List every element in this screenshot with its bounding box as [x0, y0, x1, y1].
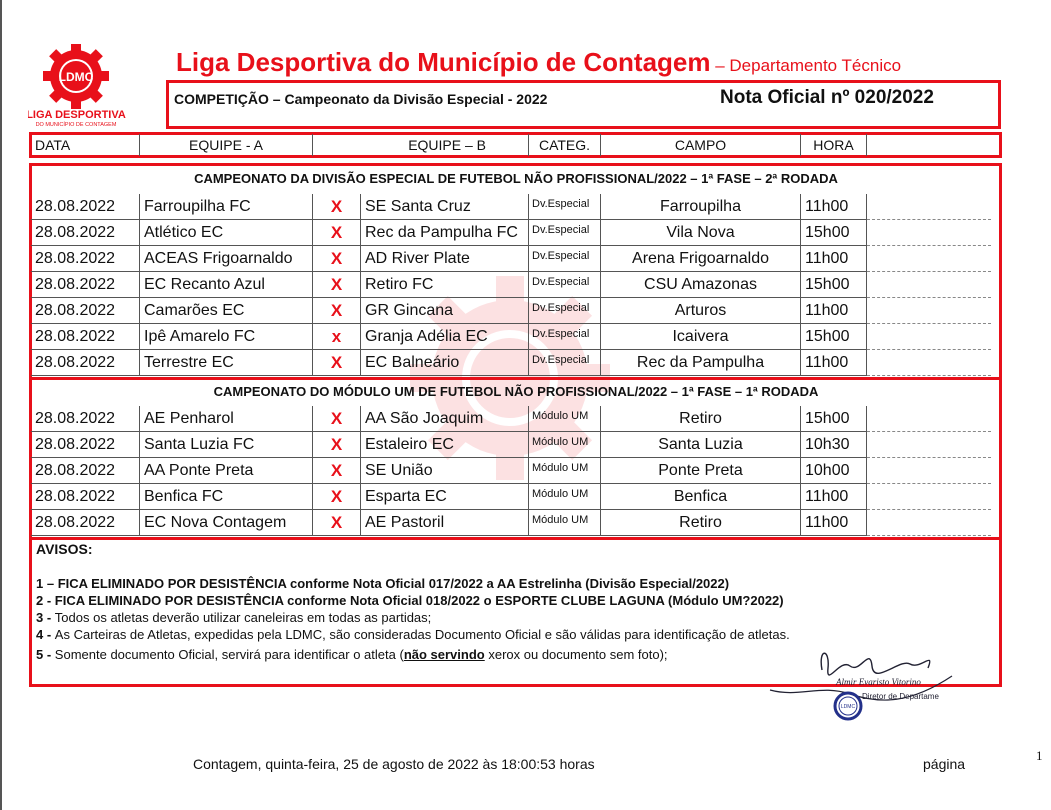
department-name: – Departamento Técnico — [710, 56, 902, 75]
col-categ: CATEG. — [529, 134, 601, 156]
team-b: Rec da Pampulha FC — [361, 220, 529, 246]
versus-mark: X — [313, 350, 361, 376]
col-equipe-b: EQUIPE – B — [313, 134, 529, 156]
column-header-row — [31, 134, 1001, 156]
col-data: DATA — [31, 134, 140, 156]
avisos-label: AVISOS: — [36, 541, 93, 557]
team-a: Ipê Amarelo FC — [140, 324, 313, 350]
game-time: 15h00 — [801, 272, 867, 298]
row-blank-cell — [867, 272, 991, 298]
versus-mark: X — [313, 220, 361, 246]
aviso-2: 2 - FICA ELIMINADO POR DESISTÊNCIA conforme Nota Oficial 018/2022 o ESPORTE CLUBE LAGUNA (Módulo UM?2022) — [36, 593, 784, 608]
game-category: Módulo UM — [529, 432, 601, 458]
game-date: 28.08.2022 — [31, 458, 140, 484]
game-category: Dv.Especial — [529, 194, 601, 220]
team-b: AA São Joaquim — [361, 406, 529, 432]
versus-mark: x — [313, 324, 361, 350]
game-date: 28.08.2022 — [31, 298, 140, 324]
versus-mark: X — [313, 246, 361, 272]
game-category: Dv.Especial — [529, 246, 601, 272]
team-a: Terrestre EC — [140, 350, 313, 376]
nota-oficial: Nota Oficial nº 020/2022 — [720, 87, 934, 108]
team-b: EC Balneário — [361, 350, 529, 376]
game-field: Arturos — [601, 298, 801, 324]
game-field: Icaivera — [601, 324, 801, 350]
game-date: 28.08.2022 — [31, 432, 140, 458]
game-field: Retiro — [601, 406, 801, 432]
game-field: Ponte Preta — [601, 458, 801, 484]
game-time: 10h30 — [801, 432, 867, 458]
footer-page-label: página — [923, 756, 966, 772]
game-field: CSU Amazonas — [601, 272, 801, 298]
game-field: Retiro — [601, 510, 801, 536]
table-row — [31, 432, 1001, 458]
game-category: Dv.Especial — [529, 220, 601, 246]
footer-date: Contagem, quinta-feira, 25 de agosto de 2022 às 18:00:53 horas — [193, 756, 595, 772]
game-time: 10h00 — [801, 458, 867, 484]
table-row — [31, 298, 1001, 324]
team-a: Santa Luzia FC — [140, 432, 313, 458]
logo-text: LDMC — [58, 70, 94, 84]
table-row — [31, 272, 1001, 298]
game-time: 15h00 — [801, 324, 867, 350]
table-row — [31, 484, 1001, 510]
game-time: 11h00 — [801, 510, 867, 536]
signature-name: Almir Evaristo Vitorino — [836, 677, 921, 687]
stamp-text: LDMC — [840, 704, 856, 710]
team-a: EC Nova Contagem — [140, 510, 313, 536]
team-a: Benfica FC — [140, 484, 313, 510]
team-b: SE Santa Cruz — [361, 194, 529, 220]
row-blank-cell — [867, 510, 991, 536]
row-blank-cell — [867, 432, 991, 458]
director-signature — [760, 628, 960, 728]
game-field: Rec da Pampulha — [601, 350, 801, 376]
team-b: AD River Plate — [361, 246, 529, 272]
team-a: AE Penharol — [140, 406, 313, 432]
league-name: Liga Desportiva do Município de Contagem — [176, 47, 711, 77]
versus-mark: X — [313, 194, 361, 220]
game-time: 11h00 — [801, 194, 867, 220]
table-row — [31, 406, 1001, 432]
game-time: 11h00 — [801, 350, 867, 376]
row-blank-cell — [867, 298, 991, 324]
page-title — [176, 47, 901, 78]
game-category: Dv.Especial — [529, 298, 601, 324]
table-row — [31, 246, 1001, 272]
row-blank-cell — [867, 220, 991, 246]
team-b: Esparta EC — [361, 484, 529, 510]
team-a: EC Recanto Azul — [140, 272, 313, 298]
game-date: 28.08.2022 — [31, 406, 140, 432]
versus-mark: X — [313, 432, 361, 458]
game-field: Santa Luzia — [601, 432, 801, 458]
team-a: Atlético EC — [140, 220, 313, 246]
col-equipe-a: EQUIPE - A — [140, 134, 313, 156]
row-blank-cell — [867, 484, 991, 510]
competition-name: COMPETIÇÃO – Campeonato da Divisão Especial - 2022 — [174, 91, 548, 107]
section1-title: CAMPEONATO DA DIVISÃO ESPECIAL DE FUTEBOL NÃO PROFISSIONAL/2022 – 1ª FASE – 2ª RODADA — [194, 171, 838, 186]
game-date: 28.08.2022 — [31, 272, 140, 298]
game-category: Dv.Especial — [529, 272, 601, 298]
team-a: Camarões EC — [140, 298, 313, 324]
ldmc-logo — [28, 44, 148, 130]
team-a: AA Ponte Preta — [140, 458, 313, 484]
versus-mark: X — [313, 298, 361, 324]
team-a: Farroupilha FC — [140, 194, 313, 220]
versus-mark: X — [313, 406, 361, 432]
page-number: 1 — [1036, 748, 1043, 763]
row-blank-cell — [867, 246, 991, 272]
aviso-4: 4 - As Carteiras de Atletas, expedidas pela LDMC, são consideradas Documento Oficial e são válidas para identificação de atletas. — [36, 627, 790, 642]
game-date: 28.08.2022 — [31, 194, 140, 220]
col-campo: CAMPO — [601, 134, 801, 156]
game-category: Módulo UM — [529, 510, 601, 536]
row-blank-cell — [867, 406, 991, 432]
game-date: 28.08.2022 — [31, 484, 140, 510]
table-row — [31, 510, 1001, 536]
game-time: 11h00 — [801, 484, 867, 510]
game-field: Farroupilha — [601, 194, 801, 220]
game-date: 28.08.2022 — [31, 246, 140, 272]
game-category: Módulo UM — [529, 484, 601, 510]
row-blank-cell — [867, 194, 991, 220]
game-category: Módulo UM — [529, 458, 601, 484]
section2-title: CAMPEONATO DO MÓDULO UM DE FUTEBOL NÃO PROFISSIONAL/2022 – 1ª FASE – 1ª RODADA — [213, 384, 819, 399]
team-b: SE União — [361, 458, 529, 484]
game-field: Vila Nova — [601, 220, 801, 246]
game-category: Dv.Especial — [529, 324, 601, 350]
game-field: Benfica — [601, 484, 801, 510]
table-row — [31, 220, 1001, 246]
team-b: AE Pastoril — [361, 510, 529, 536]
game-time: 15h00 — [801, 220, 867, 246]
row-blank-cell — [867, 458, 991, 484]
team-b: Granja Adélia EC — [361, 324, 529, 350]
versus-mark: X — [313, 510, 361, 536]
table-row — [31, 324, 1001, 350]
game-category: Dv.Especial — [529, 350, 601, 376]
aviso-1: 1 – FICA ELIMINADO POR DESISTÊNCIA conforme Nota Oficial 017/2022 a AA Estrelinha (Divisão Especial/2022) — [36, 576, 730, 591]
game-time: 11h00 — [801, 246, 867, 272]
team-b: GR Gincana — [361, 298, 529, 324]
aviso-3: 3 - Todos os atletas deverão utilizar caneleiras em todas as partidas; — [36, 610, 432, 625]
team-b: Retiro FC — [361, 272, 529, 298]
col-hora: HORA — [801, 134, 867, 156]
game-time: 15h00 — [801, 406, 867, 432]
team-b: Estaleiro EC — [361, 432, 529, 458]
game-date: 28.08.2022 — [31, 324, 140, 350]
game-date: 28.08.2022 — [31, 220, 140, 246]
team-a: ACEAS Frigoarnaldo — [140, 246, 313, 272]
row-blank-cell — [867, 324, 991, 350]
versus-mark: X — [313, 458, 361, 484]
table-row — [31, 350, 1001, 376]
signature-role: Diretor de Departame — [862, 692, 939, 701]
game-date: 28.08.2022 — [31, 350, 140, 376]
aviso-5: 5 - Somente documento Oficial, servirá para identificar o atleta (não servindo xerox ou documento sem foto); — [36, 647, 668, 662]
versus-mark: X — [313, 272, 361, 298]
table-row — [31, 194, 1001, 220]
page-left-border — [0, 0, 2, 810]
logo-name-line2: DO MUNICÍPIO DE CONTAGEM — [35, 122, 117, 128]
logo-name-line1: LIGA DESPORTIVA — [28, 109, 126, 121]
game-category: Módulo UM — [529, 406, 601, 432]
game-time: 11h00 — [801, 298, 867, 324]
game-date: 28.08.2022 — [31, 510, 140, 536]
game-field: Arena Frigoarnaldo — [601, 246, 801, 272]
row-blank-cell — [867, 350, 991, 376]
table-row — [31, 458, 1001, 484]
versus-mark: X — [313, 484, 361, 510]
